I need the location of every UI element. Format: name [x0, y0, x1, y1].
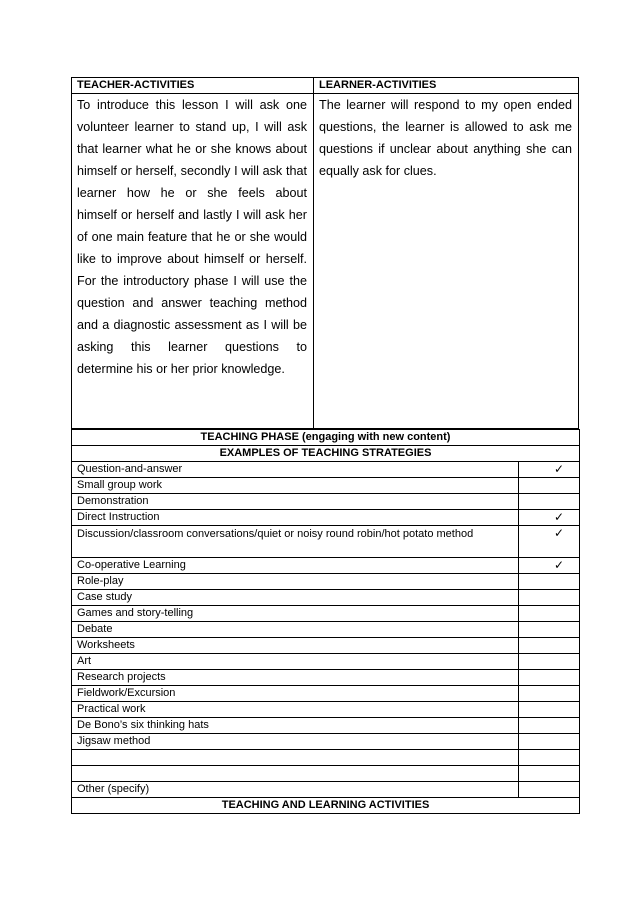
strategy-check-cell: [519, 750, 580, 766]
strategy-label: De Bono’s six thinking hats: [72, 718, 519, 734]
strategy-label: Direct Instruction: [72, 510, 519, 526]
strategy-label: Practical work: [72, 702, 519, 718]
learner-activities-column: [314, 78, 578, 428]
strategy-check-cell: [519, 670, 580, 686]
strategy-row: [72, 670, 580, 686]
strategy-check-cell: [519, 654, 580, 670]
strategy-check-cell: [519, 734, 580, 750]
strategy-row: [72, 558, 580, 574]
teacher-activities-text: To introduce this lesson I will ask one volunteer learner to stand up, I will ask that learner what he or she knows about himself or herself, secondly I will ask that learner how he or she feels about himself or herself and lastly I will ask her of one main feature that he or she would like to improve about himself or herself. For the introductory phase I will use the question and answer teaching method and a diagnostic assessment as I will be asking this learner questions to determine his or her prior knowledge.: [77, 98, 307, 376]
strategy-row: [72, 606, 580, 622]
strategy-check-cell: [519, 574, 580, 590]
strategy-row: [72, 510, 580, 526]
strategy-row: [72, 462, 580, 478]
teacher-activities-header: TEACHER-ACTIVITIES: [72, 78, 313, 94]
checkmark-icon: ✓: [553, 462, 565, 476]
strategy-row: [72, 750, 580, 766]
strategy-check-cell: [519, 686, 580, 702]
strategy-row: [72, 654, 580, 670]
strategy-check-cell: [519, 462, 580, 478]
strategy-check-cell: [519, 718, 580, 734]
strategy-label: Co-operative Learning: [72, 558, 519, 574]
strategy-label: Research projects: [72, 670, 519, 686]
teaching-phase-header: TEACHING PHASE (engaging with new content): [72, 430, 580, 446]
teaching-strategies-header: EXAMPLES OF TEACHING STRATEGIES: [72, 446, 580, 462]
strategy-label: Art: [72, 654, 519, 670]
strategy-row: [72, 478, 580, 494]
strategy-label: Case study: [72, 590, 519, 606]
strategy-check-cell: [519, 606, 580, 622]
checkmark-icon: ✓: [553, 510, 565, 524]
strategy-check-cell: [519, 702, 580, 718]
strategy-label: [72, 766, 519, 782]
strategy-check-cell: [519, 494, 580, 510]
strategy-row: [72, 494, 580, 510]
strategy-row: [72, 702, 580, 718]
teaching-learning-activities-header: TEACHING AND LEARNING ACTIVITIES: [72, 798, 580, 814]
strategy-row: [72, 590, 580, 606]
strategy-label: Worksheets: [72, 638, 519, 654]
strategy-label: Role-play: [72, 574, 519, 590]
strategy-label: Games and story-telling: [72, 606, 519, 622]
strategy-check-cell: [519, 526, 580, 558]
footer-row: [72, 798, 580, 814]
checkmark-icon: ✓: [553, 558, 565, 572]
strategy-row: [72, 766, 580, 782]
strategy-check-cell: [519, 766, 580, 782]
strategy-row: [72, 638, 580, 654]
strategy-check-cell: [519, 782, 580, 798]
strategy-label: Other (specify): [72, 782, 519, 798]
strategy-check-cell: [519, 622, 580, 638]
strategy-row: [72, 526, 580, 558]
teacher-activities-column: [72, 78, 314, 428]
strategy-label: Jigsaw method: [72, 734, 519, 750]
strategy-row: [72, 574, 580, 590]
strategy-label: Question-and-answer: [72, 462, 519, 478]
checkmark-icon: ✓: [553, 526, 565, 540]
strategy-check-cell: [519, 590, 580, 606]
strategy-label: Debate: [72, 622, 519, 638]
strategy-label: Small group work: [72, 478, 519, 494]
strategy-check-cell: [519, 478, 580, 494]
strategy-label: [72, 750, 519, 766]
learner-activities-text: The learner will respond to my open ended questions, the learner is allowed to ask me questions if unclear about anything she can equally ask for clues.: [319, 98, 572, 178]
strategy-check-cell: [519, 558, 580, 574]
strategy-label: Demonstration: [72, 494, 519, 510]
learner-activities-header: LEARNER-ACTIVITIES: [314, 78, 578, 94]
activities-table: [71, 77, 579, 429]
strategy-label: Discussion/classroom conversations/quiet or noisy round robin/hot potato method: [72, 526, 519, 558]
strategy-check-cell: [519, 510, 580, 526]
strategy-row: [72, 622, 580, 638]
strategy-row: [72, 686, 580, 702]
strategy-row: [72, 734, 580, 750]
strategy-check-cell: [519, 638, 580, 654]
strategy-label: Fieldwork/Excursion: [72, 686, 519, 702]
teaching-strategies-table: [71, 429, 580, 814]
strategy-row: [72, 718, 580, 734]
strategy-row: [72, 782, 580, 798]
